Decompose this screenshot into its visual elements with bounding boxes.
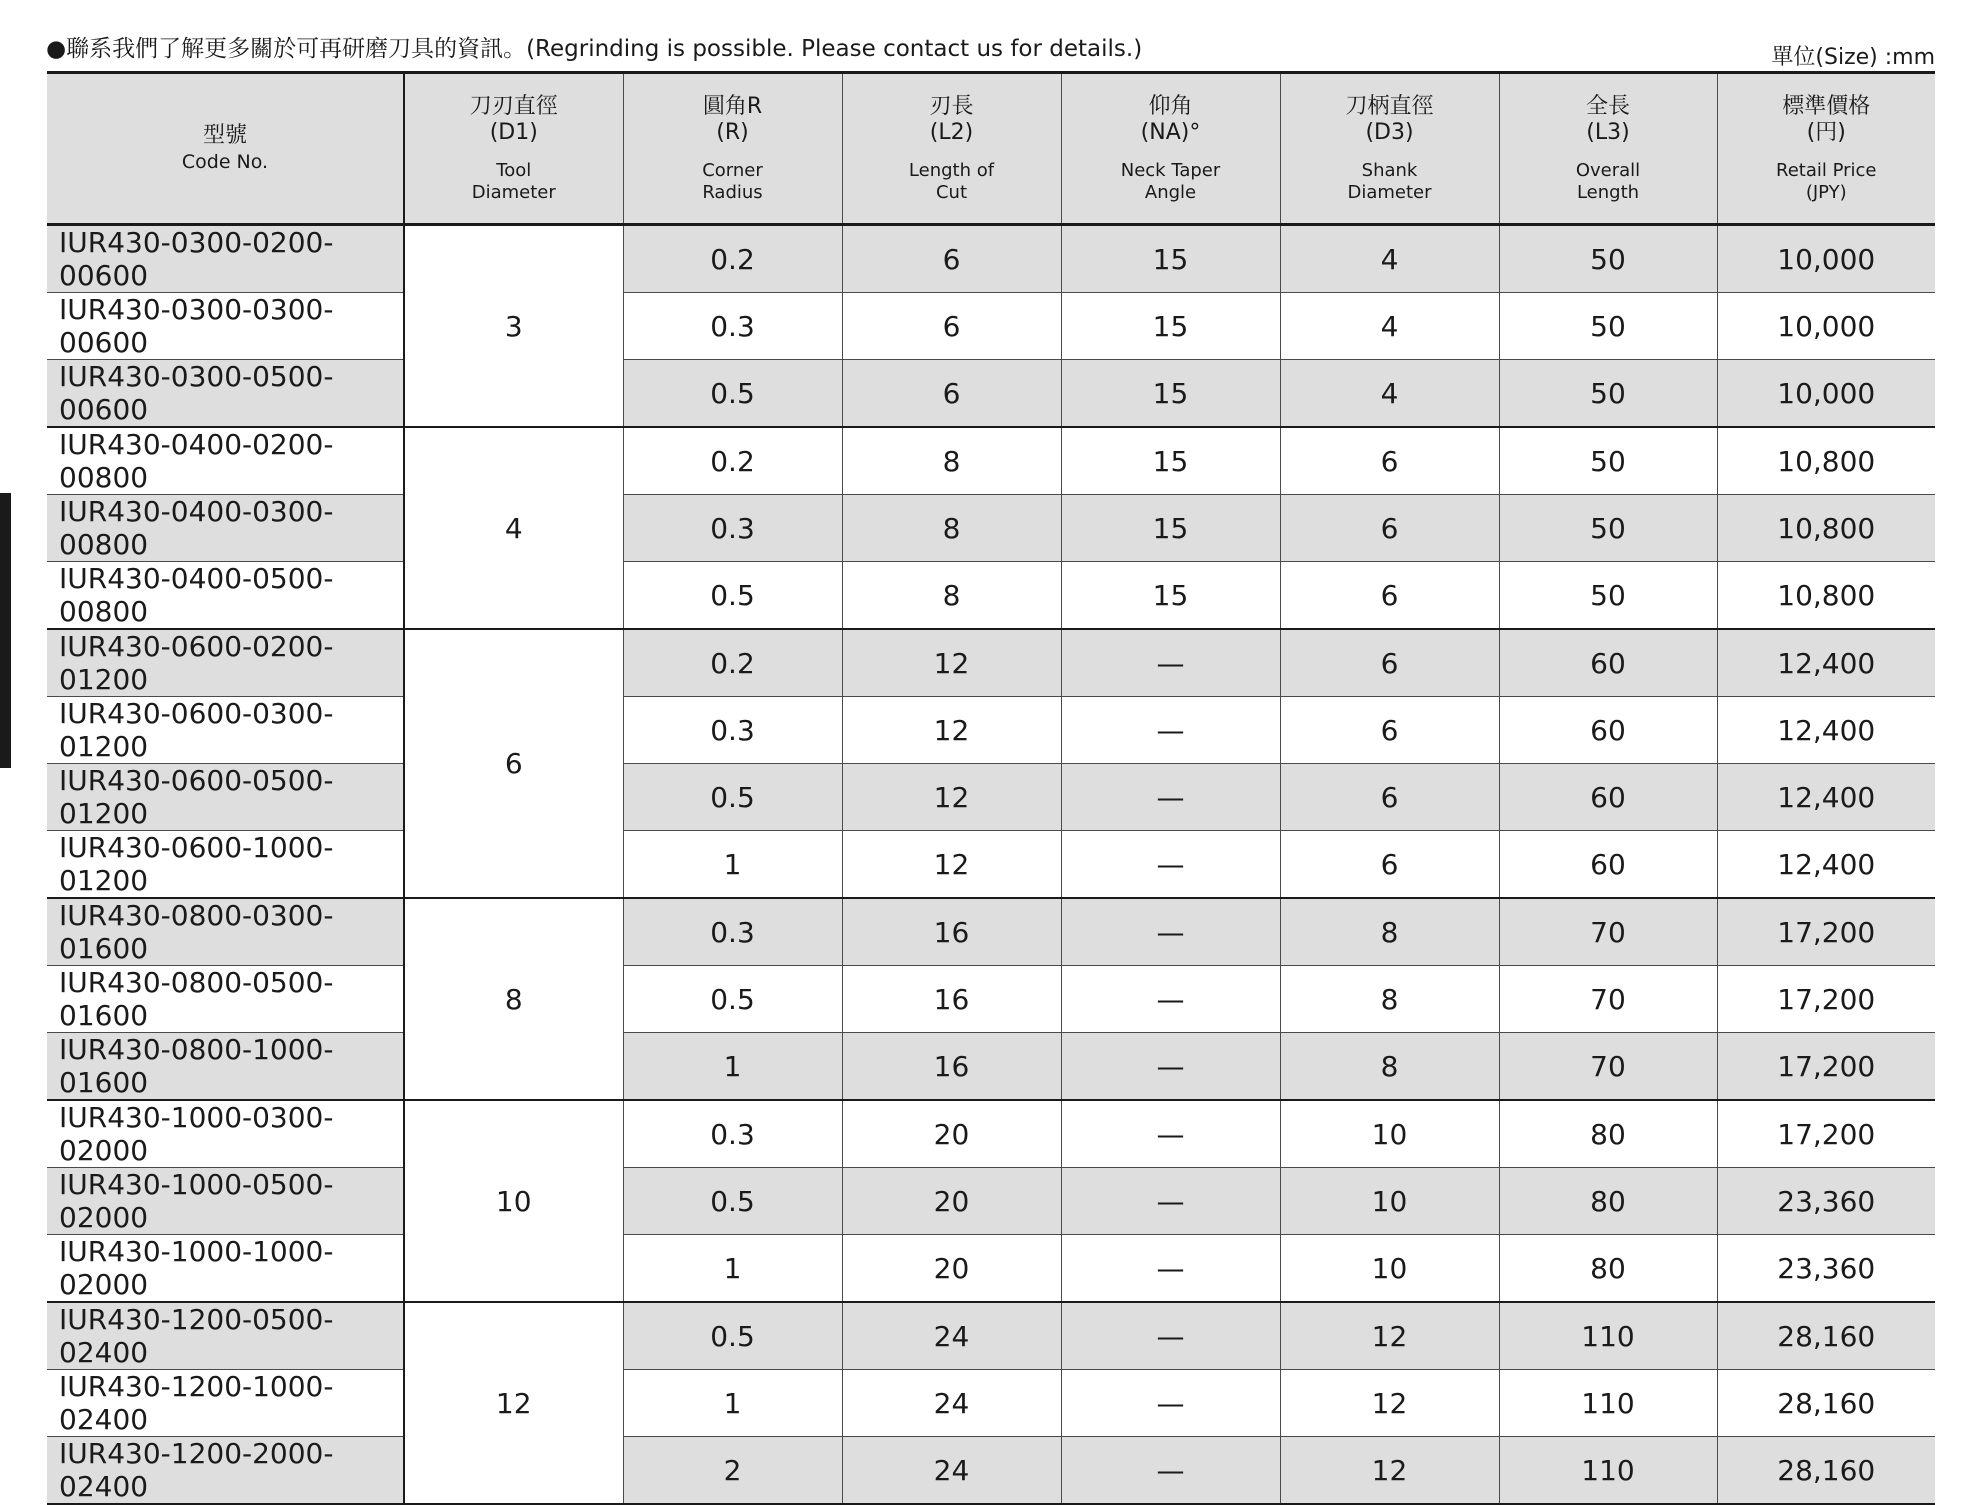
cell-code: IUR430-0400-0300-00800 (47, 495, 404, 562)
cell-l2: 20 (842, 1100, 1061, 1168)
cell-l2: 12 (842, 831, 1061, 899)
cell-l3: 80 (1499, 1100, 1717, 1168)
cell-na: — (1061, 831, 1280, 899)
table-row (47, 293, 1935, 360)
cell-l2: 12 (842, 629, 1061, 697)
table-row (47, 1235, 1935, 1303)
cell-d3: 12 (1280, 1370, 1499, 1437)
cell-price: 10,800 (1717, 427, 1935, 495)
header-l3 (1499, 73, 1717, 225)
cell-price: 12,400 (1717, 831, 1935, 899)
cell-l3: 50 (1499, 562, 1717, 630)
header-l3-en2: Length (1576, 181, 1640, 203)
cell-r: 0.3 (623, 697, 842, 764)
cell-price: 10,000 (1717, 360, 1935, 428)
cell-d3: 6 (1280, 427, 1499, 495)
cell-code: IUR430-0400-0200-00800 (47, 427, 404, 495)
cell-price: 10,000 (1717, 293, 1935, 360)
cell-na: 15 (1061, 562, 1280, 630)
cell-r: 1 (623, 1033, 842, 1101)
cell-l3: 50 (1499, 360, 1717, 428)
cell-r: 0.5 (623, 764, 842, 831)
header-row (47, 73, 1935, 225)
table-row (47, 562, 1935, 630)
cell-l2: 6 (842, 293, 1061, 360)
cell-l2: 8 (842, 495, 1061, 562)
side-tab (0, 493, 11, 768)
cell-price: 12,400 (1717, 629, 1935, 697)
cell-l3: 60 (1499, 764, 1717, 831)
cell-code: IUR430-1200-0500-02400 (47, 1302, 404, 1370)
header-na-cjk: 仰角 (1148, 93, 1193, 119)
cell-r: 0.2 (623, 427, 842, 495)
cell-l3: 110 (1499, 1302, 1717, 1370)
cell-l2: 12 (842, 697, 1061, 764)
header-d3-abbr: (D3) (1365, 119, 1414, 145)
cell-r: 0.3 (623, 898, 842, 966)
cell-na: 15 (1061, 225, 1280, 293)
cell-l2: 24 (842, 1302, 1061, 1370)
cell-na: — (1061, 1100, 1280, 1168)
table-row (47, 1033, 1935, 1101)
header-na-en2: Angle (1144, 181, 1197, 203)
table-row (47, 764, 1935, 831)
table-row (47, 898, 1935, 966)
cell-l2: 6 (842, 360, 1061, 428)
regrinding-note: ●聯系我們了解更多關於可再研磨刀具的資訊。(Regrinding is possible. Please contact us for details.) (46, 36, 1143, 62)
cell-l2: 8 (842, 562, 1061, 630)
table-row (47, 1100, 1935, 1168)
cell-l2: 20 (842, 1235, 1061, 1303)
cell-l3: 50 (1499, 427, 1717, 495)
cell-price: 28,160 (1717, 1302, 1935, 1370)
header-d3-cjk: 刀柄直徑 (1345, 93, 1434, 119)
cell-na: — (1061, 966, 1280, 1033)
cell-r: 1 (623, 831, 842, 899)
header-price-abbr: (円) (1806, 119, 1846, 145)
cell-d3: 6 (1280, 562, 1499, 630)
header-code (47, 73, 404, 225)
cell-r: 1 (623, 1370, 842, 1437)
header-na-abbr: (NA)° (1140, 119, 1201, 145)
cell-na: — (1061, 1033, 1280, 1101)
table-row (47, 966, 1935, 1033)
cell-r: 1 (623, 1235, 842, 1303)
cell-price: 10,000 (1717, 225, 1935, 293)
cell-price: 23,360 (1717, 1168, 1935, 1235)
header-d1-en2: Diameter (471, 181, 556, 203)
table-row (47, 495, 1935, 562)
cell-l2: 24 (842, 1437, 1061, 1505)
header-price-cjk: 標準價格 (1782, 93, 1871, 119)
cell-na: — (1061, 697, 1280, 764)
table-row (47, 831, 1935, 899)
cell-code: IUR430-0600-1000-01200 (47, 831, 404, 899)
table-row (47, 360, 1935, 428)
header-r-abbr: (R) (716, 119, 749, 145)
cell-d3: 8 (1280, 966, 1499, 1033)
cell-price: 10,800 (1717, 562, 1935, 630)
cell-code: IUR430-1200-2000-02400 (47, 1437, 404, 1505)
cell-d1: 10 (404, 1100, 623, 1302)
table-row (47, 1168, 1935, 1235)
cell-l3: 50 (1499, 225, 1717, 293)
cell-code: IUR430-0800-0300-01600 (47, 898, 404, 966)
cell-na: 15 (1061, 360, 1280, 428)
cell-l3: 80 (1499, 1235, 1717, 1303)
table-row (47, 1302, 1935, 1370)
cell-l2: 20 (842, 1168, 1061, 1235)
cell-d3: 12 (1280, 1437, 1499, 1505)
cell-r: 0.3 (623, 293, 842, 360)
header-l2 (842, 73, 1061, 225)
cell-r: 0.5 (623, 562, 842, 630)
cell-code: IUR430-0800-1000-01600 (47, 1033, 404, 1101)
cell-price: 17,200 (1717, 1033, 1935, 1101)
cell-r: 0.2 (623, 225, 842, 293)
cell-code: IUR430-1000-1000-02000 (47, 1235, 404, 1303)
cell-price: 12,400 (1717, 764, 1935, 831)
cell-l2: 24 (842, 1370, 1061, 1437)
header-r-en1: Corner (702, 159, 763, 181)
cell-d1: 6 (404, 629, 623, 898)
cell-r: 0.5 (623, 360, 842, 428)
cell-r: 0.3 (623, 1100, 842, 1168)
cell-code: IUR430-0300-0300-00600 (47, 293, 404, 360)
cell-r: 0.5 (623, 1302, 842, 1370)
header-na-en1: Neck Taper (1120, 159, 1221, 181)
cell-price: 17,200 (1717, 898, 1935, 966)
cell-na: 15 (1061, 495, 1280, 562)
cell-code: IUR430-0800-0500-01600 (47, 966, 404, 1033)
cell-code: IUR430-0600-0200-01200 (47, 629, 404, 697)
cell-code: IUR430-0300-0500-00600 (47, 360, 404, 428)
spec-table (47, 71, 1935, 1505)
header-l2-en2: Cut (935, 181, 968, 203)
cell-l2: 16 (842, 966, 1061, 1033)
cell-na: 15 (1061, 427, 1280, 495)
cell-d3: 4 (1280, 293, 1499, 360)
cell-l3: 60 (1499, 629, 1717, 697)
cell-l3: 60 (1499, 831, 1717, 899)
header-l2-en1: Length of (908, 159, 995, 181)
cell-code: IUR430-1000-0300-02000 (47, 1100, 404, 1168)
cell-l3: 70 (1499, 898, 1717, 966)
cell-price: 17,200 (1717, 966, 1935, 1033)
cell-d3: 8 (1280, 898, 1499, 966)
cell-d3: 4 (1280, 360, 1499, 428)
cell-r: 0.3 (623, 495, 842, 562)
header-d1-cjk: 刀刃直徑 (469, 93, 558, 119)
cell-l3: 60 (1499, 697, 1717, 764)
cell-code: IUR430-0600-0300-01200 (47, 697, 404, 764)
cell-d3: 6 (1280, 495, 1499, 562)
cell-na: — (1061, 1370, 1280, 1437)
spec-table-body (47, 225, 1935, 1505)
header-l3-cjk: 全長 (1585, 93, 1630, 119)
header-d1-en1: Tool (496, 159, 532, 181)
cell-l2: 6 (842, 225, 1061, 293)
cell-d1: 3 (404, 225, 623, 428)
cell-na: — (1061, 1168, 1280, 1235)
header-code-en: Code No. (181, 150, 269, 173)
cell-na: — (1061, 1437, 1280, 1505)
cell-l3: 110 (1499, 1370, 1717, 1437)
cell-d3: 8 (1280, 1033, 1499, 1101)
cell-code: IUR430-1000-0500-02000 (47, 1168, 404, 1235)
cell-d3: 10 (1280, 1100, 1499, 1168)
cell-price: 10,800 (1717, 495, 1935, 562)
header-price-en1: Retail Price (1776, 159, 1877, 181)
cell-d3: 12 (1280, 1302, 1499, 1370)
cell-r: 0.5 (623, 1168, 842, 1235)
header-r (623, 73, 842, 225)
cell-d3: 10 (1280, 1168, 1499, 1235)
header-code-cjk: 型號 (202, 122, 247, 148)
cell-d3: 6 (1280, 831, 1499, 899)
header-d3-en1: Shank (1361, 159, 1418, 181)
cell-na: — (1061, 1302, 1280, 1370)
cell-price: 28,160 (1717, 1437, 1935, 1505)
header-na (1061, 73, 1280, 225)
cell-r: 0.5 (623, 966, 842, 1033)
cell-d3: 4 (1280, 225, 1499, 293)
cell-na: — (1061, 629, 1280, 697)
header-d3-en2: Diameter (1347, 181, 1432, 203)
cell-price: 12,400 (1717, 697, 1935, 764)
cell-d3: 6 (1280, 764, 1499, 831)
cell-d1: 12 (404, 1302, 623, 1504)
cell-na: 15 (1061, 293, 1280, 360)
cell-l3: 50 (1499, 495, 1717, 562)
header-d3 (1280, 73, 1499, 225)
cell-price: 23,360 (1717, 1235, 1935, 1303)
cell-d3: 10 (1280, 1235, 1499, 1303)
cell-code: IUR430-0400-0500-00800 (47, 562, 404, 630)
cell-d3: 6 (1280, 629, 1499, 697)
cell-d1: 4 (404, 427, 623, 629)
header-price-en2: (JPY) (1805, 181, 1847, 203)
cell-r: 2 (623, 1437, 842, 1505)
header-r-cjk: 圓角R (702, 93, 763, 119)
cell-l2: 12 (842, 764, 1061, 831)
cell-code: IUR430-0600-0500-01200 (47, 764, 404, 831)
header-price (1717, 73, 1935, 225)
header-l3-en1: Overall (1575, 159, 1641, 181)
cell-na: — (1061, 898, 1280, 966)
cell-l3: 70 (1499, 1033, 1717, 1101)
table-row (47, 1437, 1935, 1505)
table-row (47, 225, 1935, 293)
cell-price: 17,200 (1717, 1100, 1935, 1168)
table-row (47, 629, 1935, 697)
cell-l2: 16 (842, 1033, 1061, 1101)
header-r-en2: Radius (702, 181, 763, 203)
cell-l2: 16 (842, 898, 1061, 966)
header-l3-abbr: (L3) (1586, 119, 1630, 145)
table-row (47, 1370, 1935, 1437)
cell-price: 28,160 (1717, 1370, 1935, 1437)
cell-l3: 70 (1499, 966, 1717, 1033)
header-d1 (404, 73, 623, 225)
header-l2-cjk: 刃長 (929, 93, 974, 119)
cell-l3: 80 (1499, 1168, 1717, 1235)
cell-na: — (1061, 1235, 1280, 1303)
cell-l3: 50 (1499, 293, 1717, 360)
table-row (47, 697, 1935, 764)
cell-l2: 8 (842, 427, 1061, 495)
cell-code: IUR430-1200-1000-02400 (47, 1370, 404, 1437)
cell-d3: 6 (1280, 697, 1499, 764)
table-row (47, 427, 1935, 495)
cell-l3: 110 (1499, 1437, 1717, 1505)
header-l2-abbr: (L2) (929, 119, 974, 145)
cell-d1: 8 (404, 898, 623, 1100)
cell-r: 0.2 (623, 629, 842, 697)
cell-na: — (1061, 764, 1280, 831)
header-d1-abbr: (D1) (489, 119, 538, 145)
unit-label: 單位(Size) :mm (1771, 45, 1935, 70)
cell-code: IUR430-0300-0200-00600 (47, 225, 404, 293)
